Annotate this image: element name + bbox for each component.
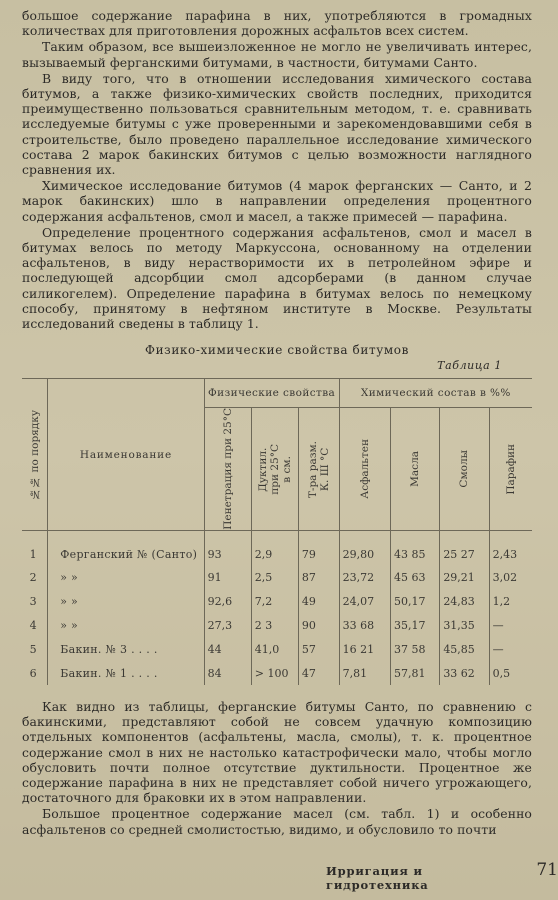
paragraph-4: Химическое исследование битумов (4 марок ферганских — Санто, и 2 марок бакинских) шло в направлении определения процентного содержания асфальтенов, смол и масел, а также примесей — парафина. bbox=[22, 178, 532, 224]
cell-resins: 29,21 bbox=[440, 565, 489, 589]
cell-penetration: 44 bbox=[204, 637, 251, 661]
cell-softening: 49 bbox=[298, 589, 339, 613]
header-num bbox=[22, 379, 48, 531]
cell-softening: 87 bbox=[298, 565, 339, 589]
cell-softening: 79 bbox=[298, 531, 339, 566]
header-oils bbox=[391, 408, 440, 531]
cell-num: 3 bbox=[22, 589, 48, 613]
cell-asphaltenes: 33 68 bbox=[339, 613, 390, 637]
header-oils-text: Масла bbox=[409, 451, 422, 488]
header-softening bbox=[298, 408, 339, 531]
paragraph-3: В виду того, что в отношении исследования химического состава битумов, а также физико-химических свойств последних, приходится преимущественно пользоваться сравнительным методом, т. е. сравнивать исследуемые битумы с уже проверенными и зарекомендовавшими себя в строительстве, было проведено параллельное исследование химического состава 2 марок бакинских битумов с целью возможности наглядного сравнения их. bbox=[22, 70, 532, 178]
cell-softening: 90 bbox=[298, 613, 339, 637]
cell-oils: 50,17 bbox=[391, 589, 440, 613]
paragraph-2: Таким образом, все вышеизложенное не могло не увеличивать интерес, вызываемый ферганскими битумами, в частности, битумами Санто. bbox=[22, 39, 532, 70]
cell-asphaltenes: 29,80 bbox=[339, 531, 390, 566]
cell-name: » » bbox=[48, 565, 204, 589]
header-num-text: №№ по порядку bbox=[28, 409, 41, 500]
cell-paraffin: — bbox=[492, 642, 504, 656]
cell-resins: 25 27 bbox=[440, 531, 489, 566]
header-asphaltenes-text: Асфальтен bbox=[358, 439, 371, 500]
header-asphaltenes bbox=[339, 408, 390, 531]
cell-name: Бакин. № 1 . . . . bbox=[48, 661, 204, 685]
header-group-physical: Физические свойства bbox=[204, 379, 339, 408]
header-ductility-text bbox=[257, 444, 293, 495]
cell-paraffin: — bbox=[492, 618, 504, 632]
cell-num: 6 bbox=[22, 661, 48, 685]
table-label: Таблица 1 bbox=[437, 359, 502, 373]
cell-resins: 33 62 bbox=[440, 661, 489, 685]
cell-paraffin: 0,5 bbox=[492, 666, 511, 680]
cell-asphaltenes: 16 21 bbox=[339, 637, 390, 661]
cell-softening: 57 bbox=[298, 637, 339, 661]
table-row bbox=[22, 531, 532, 566]
cell-num: 1 bbox=[22, 531, 48, 566]
table-row bbox=[22, 661, 532, 685]
header-ductility-line3: в см. bbox=[280, 455, 293, 483]
cell-oils: 37 58 bbox=[391, 637, 440, 661]
cell-ductility: 2,9 bbox=[251, 531, 298, 566]
header-penetration-text: Пенетрация при 25°С bbox=[221, 408, 234, 531]
cell-asphaltenes: 23,72 bbox=[339, 565, 390, 589]
cell-oils: 57,81 bbox=[391, 661, 440, 685]
paragraph-7: Большое процентное содержание масел (см. табл. 1) и особенно асфальтенов со средней смолистостью, видимо, и обусловило то почти bbox=[22, 806, 532, 837]
cell-ductility: 41,0 bbox=[251, 637, 298, 661]
cell-asphaltenes: 24,07 bbox=[339, 589, 390, 613]
cell-name: Бакин. № 3 . . . . bbox=[48, 637, 204, 661]
header-ductility bbox=[251, 408, 298, 531]
bitumen-table bbox=[22, 378, 532, 685]
cell-num: 2 bbox=[22, 565, 48, 589]
cell-num: 4 bbox=[22, 613, 48, 637]
table-row bbox=[22, 589, 532, 613]
table-row bbox=[22, 637, 532, 661]
cell-paraffin: 1,2 bbox=[492, 594, 511, 608]
cell-num: 5 bbox=[22, 637, 48, 661]
header-name: Наименование bbox=[48, 379, 204, 531]
header-group-chemical: Химический состав в %% bbox=[339, 379, 532, 408]
cell-name: Ферганский № (Санто) bbox=[48, 531, 204, 566]
table-row bbox=[22, 613, 532, 637]
header-softening-line1: Т-ра разм. bbox=[306, 440, 319, 498]
cell-oils: 43 85 bbox=[391, 531, 440, 566]
header-paraffin-text: Парафин bbox=[504, 443, 517, 495]
cell-ductility: 7,2 bbox=[251, 589, 298, 613]
cell-ductility: 2 3 bbox=[251, 613, 298, 637]
header-resins bbox=[440, 408, 489, 531]
cell-softening: 47 bbox=[298, 661, 339, 685]
cell-penetration: 84 bbox=[204, 661, 251, 685]
cell-ductility: 2,5 bbox=[251, 565, 298, 589]
paragraph-6: Как видно из таблицы, ферганские битумы Санто, по сравнению с бакинскими, представляют собой не совсем удачную композицию отдельных компонентов (асфальтены, масла, смолы), т. к. процентное содержание смол в них не настолько катастрофически мало, чтобы могло обусловить почти полное отсутствие дуктильности. Процентное же содержание парафина в них не представляет собой ничего угрожающего, достаточного для браковки их в этом направлении. bbox=[22, 699, 532, 806]
cell-penetration: 27,3 bbox=[204, 613, 251, 637]
cell-paraffin: 2,43 bbox=[492, 547, 518, 561]
table-title: Физико-химические свойства битумов bbox=[145, 343, 409, 358]
page-number: 71 bbox=[536, 860, 558, 880]
header-ductility-line2: при 25°С bbox=[268, 443, 281, 495]
paragraph-5: Определение процентного содержания асфальтенов, смол и масел в битумах велось по методу Маркуссона, основанному на отделении асфальтенов, в виду нерастворимости их в петролейном эфире и последующей адсорбции смол адсорберами (в данном случае силикогелем). Определение парафина в битумах велось по немецкому способу, принятому в нефтяном институте в Москве. Результаты исследований сведены в таблицу 1. bbox=[22, 224, 532, 332]
header-softening-text bbox=[307, 441, 331, 498]
cell-ductility: > 100 bbox=[251, 661, 298, 685]
header-ductility-line1: Дуктил. bbox=[256, 447, 269, 492]
cell-penetration: 91 bbox=[204, 565, 251, 589]
cell-resins: 31,35 bbox=[440, 613, 489, 637]
cell-resins: 24,83 bbox=[440, 589, 489, 613]
cell-name: » » bbox=[48, 589, 204, 613]
cell-penetration: 93 bbox=[204, 531, 251, 566]
cell-name: » » bbox=[48, 613, 204, 637]
journal-title: Ирригация и гидротехника bbox=[326, 864, 429, 892]
cell-resins: 45,85 bbox=[440, 637, 489, 661]
cell-oils: 45 63 bbox=[391, 565, 440, 589]
header-paraffin bbox=[489, 408, 532, 531]
cell-asphaltenes: 7,81 bbox=[339, 661, 390, 685]
cell-paraffin: 3,02 bbox=[492, 570, 518, 584]
header-penetration bbox=[204, 408, 251, 531]
paragraph-1: большое содержание парафина в них, употребляются в громадных количествах для приготовления дорожных асфальтов всех систем. bbox=[22, 8, 532, 39]
header-softening-line2: К. Ш °С bbox=[318, 447, 331, 491]
cell-penetration: 92,6 bbox=[204, 589, 251, 613]
header-resins-text: Смолы bbox=[458, 450, 471, 488]
page-footer bbox=[326, 860, 558, 892]
cell-oils: 35,17 bbox=[391, 613, 440, 637]
table-row bbox=[22, 565, 532, 589]
